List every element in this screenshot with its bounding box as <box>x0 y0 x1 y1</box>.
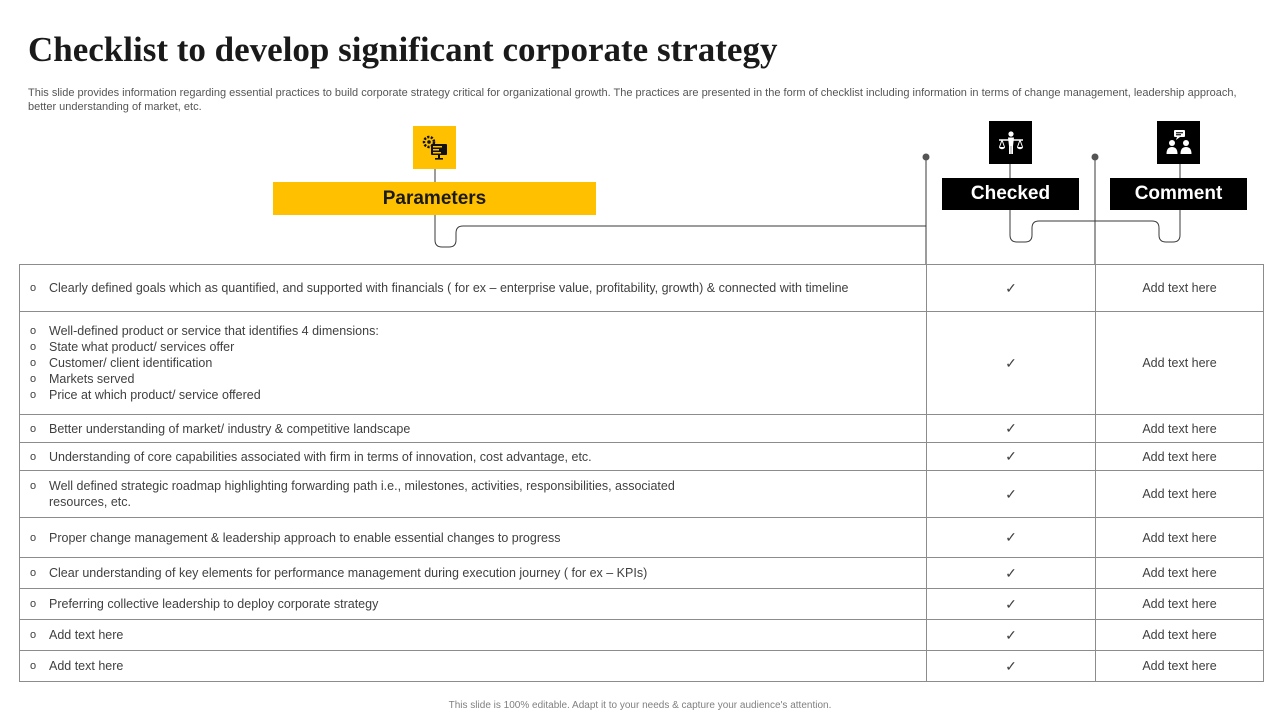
parameter-cell <box>20 471 927 518</box>
bullet-icon: o <box>30 373 37 385</box>
parameter-line <box>30 530 916 546</box>
comment-cell: Add text here <box>1096 312 1264 415</box>
parameter-cell <box>20 443 927 471</box>
parameter-text: State what product/ services offer <box>49 340 235 354</box>
table-row <box>20 651 1264 682</box>
parameter-cell <box>20 589 927 620</box>
parameters-icon-box <box>413 126 456 169</box>
parameter-cell <box>20 265 927 312</box>
parameter-line <box>30 658 916 674</box>
checkmark-icon: ✓ <box>927 518 1096 558</box>
bullet-icon: o <box>30 357 37 369</box>
parameter-text: Add text here <box>49 659 124 673</box>
parameter-text: Understanding of core capabilities associated with firm in terms of innovation, cost advantage, etc. <box>49 449 592 464</box>
table-row <box>20 518 1264 558</box>
bullet-icon: o <box>30 660 37 672</box>
checkmark-icon: ✓ <box>927 443 1096 471</box>
parameter-cell <box>20 518 927 558</box>
parameter-line <box>30 339 916 355</box>
bullet-icon: o <box>30 567 37 579</box>
parameter-text: Better understanding of market/ industry & competitive landscape <box>49 421 411 436</box>
comment-cell: Add text here <box>1096 518 1264 558</box>
parameter-text: Well-defined product or service that identifies 4 dimensions: <box>49 324 379 338</box>
parameter-text: Customer/ client identification <box>49 356 213 370</box>
checkmark-icon: ✓ <box>927 312 1096 415</box>
parameter-line <box>30 323 916 339</box>
table-row <box>20 589 1264 620</box>
parameter-cell <box>20 620 927 651</box>
parameter-cell <box>20 312 927 415</box>
table-row <box>20 620 1264 651</box>
person-scales-icon <box>996 128 1026 158</box>
parameter-text: Add text here <box>49 628 124 642</box>
table-row <box>20 471 1264 518</box>
parameter-text: Price at which product/ service offered <box>49 388 261 402</box>
parameter-line <box>30 627 916 643</box>
comment-cell: Add text here <box>1096 558 1264 589</box>
page-subtitle: This slide provides information regarding essential practices to build corporate strategy critical for organizational growth. The practices are presented in the form of checklist including information in terms of change management, leadership approach, better understanding of market, etc. <box>28 87 1237 113</box>
comment-cell: Add text here <box>1096 415 1264 443</box>
parameter-cell <box>20 558 927 589</box>
parameter-text: Clear understanding of key elements for performance management during execution journey ( for ex – KPIs) <box>49 566 648 580</box>
gear-monitor-icon <box>420 133 450 163</box>
parameter-line <box>30 387 916 403</box>
parameter-text: Markets served <box>49 372 135 386</box>
checkmark-icon: ✓ <box>927 265 1096 312</box>
bullet-icon: o <box>30 531 37 544</box>
bullet-icon: o <box>30 325 37 337</box>
bullet-icon: o <box>30 282 37 294</box>
parameter-line <box>30 565 916 581</box>
parameter-cell <box>20 415 927 443</box>
team-discussion-icon <box>1164 128 1194 158</box>
comment-cell: Add text here <box>1096 443 1264 471</box>
parameter-text: Proper change management & leadership approach to enable essential changes to progress <box>49 530 561 545</box>
parameter-text: Clearly defined goals which as quantified, and supported with financials ( for ex – enterprise value, profitability, growth) & connected with timeline <box>49 281 849 295</box>
bullet-icon: o <box>30 480 37 492</box>
parameter-line <box>30 478 916 494</box>
parameter-line <box>30 371 916 387</box>
footer-note: This slide is 100% editable. Adapt it to your needs & capture your audience's attention. <box>448 700 832 711</box>
table-row <box>20 558 1264 589</box>
comment-cell: Add text here <box>1096 620 1264 651</box>
parameter-line <box>30 280 916 296</box>
parameter-line <box>30 449 916 465</box>
checked-header: Checked <box>942 178 1079 210</box>
parameters-header: Parameters <box>273 182 596 215</box>
table-row <box>20 312 1264 415</box>
bullet-icon: o <box>30 598 37 610</box>
checklist-table <box>19 264 1264 682</box>
page-title: Checklist to develop significant corporate strategy <box>28 30 778 69</box>
table-row <box>20 443 1264 471</box>
bullet-icon: o <box>30 450 37 463</box>
checkmark-icon: ✓ <box>927 651 1096 682</box>
comment-cell: Add text here <box>1096 589 1264 620</box>
checkmark-icon: ✓ <box>927 620 1096 651</box>
comment-cell: Add text here <box>1096 265 1264 312</box>
parameter-text: Well defined strategic roadmap highlighting forwarding path i.e., milestones, activities, responsibilities, associated <box>49 479 675 493</box>
checkmark-icon: ✓ <box>927 589 1096 620</box>
checkmark-icon: ✓ <box>927 415 1096 443</box>
parameter-text: Preferring collective leadership to deploy corporate strategy <box>49 597 379 611</box>
checked-icon-box <box>989 121 1032 164</box>
parameter-line <box>30 421 916 437</box>
parameter-cell <box>20 651 927 682</box>
bullet-icon: o <box>30 629 37 641</box>
checkmark-icon: ✓ <box>927 558 1096 589</box>
comment-cell: Add text here <box>1096 651 1264 682</box>
table-row <box>20 265 1264 312</box>
table-row <box>20 415 1264 443</box>
comment-icon-box <box>1157 121 1200 164</box>
parameter-line <box>30 596 916 612</box>
bullet-icon: o <box>30 389 37 401</box>
parameter-line <box>30 355 916 371</box>
comment-cell: Add text here <box>1096 471 1264 518</box>
parameter-text-continuation: resources, etc. <box>49 495 131 509</box>
checkmark-icon: ✓ <box>927 471 1096 518</box>
bullet-icon: o <box>30 422 37 435</box>
bullet-icon: o <box>30 341 37 353</box>
comment-header: Comment <box>1110 178 1247 210</box>
